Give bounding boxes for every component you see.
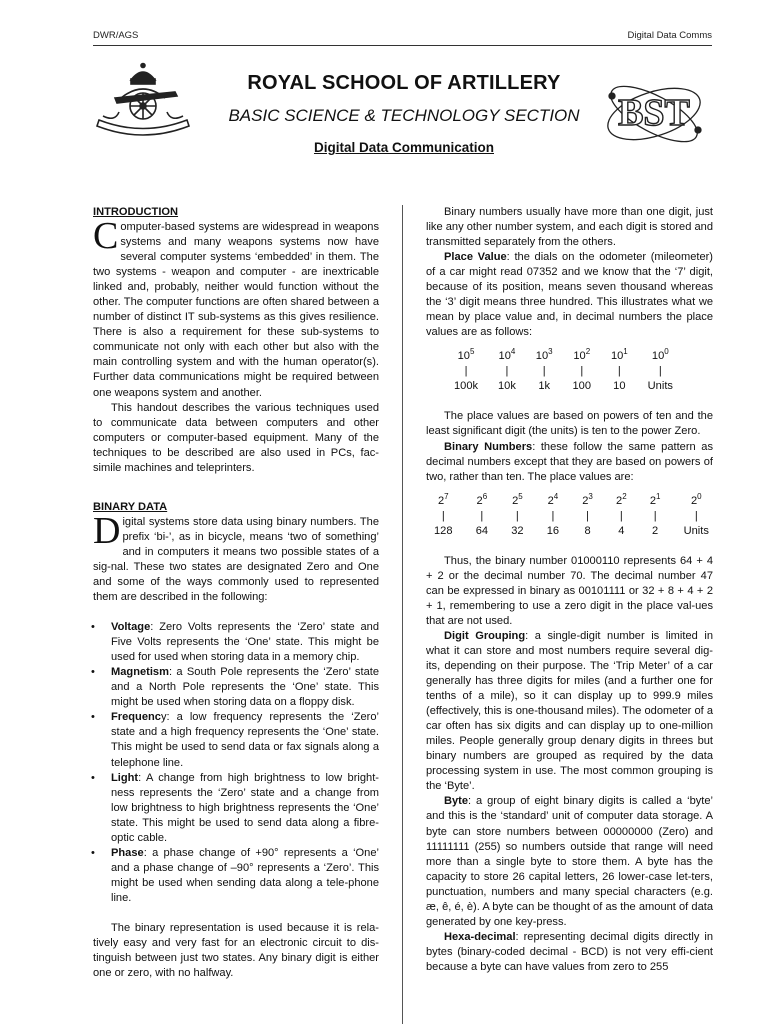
- place-value-power: $10^5$: [457, 347, 475, 363]
- place-value-cell: [536, 349, 553, 394]
- place-value-bar: |: [580, 365, 584, 378]
- place-value-amount: 4: [618, 524, 625, 537]
- place-value-cell: [511, 491, 524, 539]
- place-value-power: $10^4$: [498, 347, 516, 363]
- byte-term: Byte: [444, 795, 469, 808]
- place-value-cell: [454, 349, 478, 394]
- place-value-cell: [546, 491, 560, 539]
- digit-grouping-text: : a single-digit number is limited in what it can store and most numbers require several dig-its, depending on their purpose. The ‘Trip Meter’ of a car generally has three digits for miles (and a further one for tenths of a mile), so it can display up to 999.9 miles (effectively, this is one-thousand miles). The odometer of a car often has six digits and can display up to one-million miles. People generally group denary digits in threes but binary numbers are grouped as required by the data processing system in use. The most common grouping is the ‘Byte’.: [426, 629, 713, 793]
- digit-grouping-term: Digit Grouping: [444, 629, 526, 642]
- place-value-amount: 16: [546, 524, 560, 537]
- place-value-cell: [475, 491, 489, 539]
- introduction-paragraph-2: This handout describes the various techniques used to communicate data between computers and other computers or computer-based equipment. Many of the techniques to be described are also used in PCs, fac-simile machines and teleprinters.: [93, 401, 379, 474]
- place-value-cell: [582, 491, 593, 539]
- place-value-bar: |: [515, 509, 519, 522]
- list-item-text: : a South Pole represents the ‘Zero’ state and a North Pole represents the ‘One’ state. This might be used when storing data on a floppy disk.: [111, 666, 379, 709]
- hexadecimal-paragraph: [426, 930, 713, 975]
- left-column: [93, 205, 379, 981]
- place-value-amount: 128: [434, 524, 453, 537]
- place-value-amount: 10k: [497, 380, 516, 393]
- column-divider: [402, 205, 403, 1024]
- binary-data-drop-cap: D: [93, 509, 121, 552]
- place-value-cell: [649, 491, 661, 539]
- place-value-power: $10^2$: [573, 347, 591, 363]
- binary-place-value-table: [426, 491, 713, 539]
- place-value-power: $10^3$: [535, 347, 553, 363]
- place-value-amount: 100k: [454, 380, 479, 393]
- binary-data-paragraph-1-text: igital systems store data using binary numbers. The prefix ‘bi-’, as in bicycle, means ‘two of something’ and in computers it means two possible states of a sig-nal. These two states are designated Zero and One and some of the ways commonly used to represented them are described in the following:: [93, 515, 379, 604]
- place-value-bar: |: [480, 509, 484, 522]
- list-item: • Phase: a phase change of +90° represents a ‘One’ and a phase change of –90° represents a ‘Zero’. This might be used when sending data along a tele-phone line.: [91, 846, 379, 904]
- place-value-bar: |: [441, 509, 445, 522]
- place-value-paragraph: [426, 250, 713, 340]
- right-paragraph-1: Binary numbers usually have more than one digit, just like any other number system, and each digit is stored and transmitted separately from the others.: [426, 206, 713, 249]
- place-value-power: $2^1$: [649, 491, 661, 507]
- list-item-term: Frequenc: [111, 711, 161, 724]
- place-value-bar: |: [658, 365, 662, 378]
- section-title: BASIC SCIENCE & TECHNOLOGY SECTION: [228, 106, 580, 125]
- place-value-amount: 64: [475, 524, 489, 537]
- place-value-amount: 32: [511, 524, 524, 537]
- list-item: • Light: A change from high brightness to low bright-ness represents the ‘Zero’ state and a change from low brightness to high brightness represents the ‘One’ state. This might be used to send data along a fibre-optic cable.: [91, 771, 379, 844]
- binary-data-paragraph-2: The binary representation is used because it is rela-tively easy and very fast for an electronic circuit to dis-tinguish between just two states. Any binary digit is either one or zero, with no halfway.: [93, 921, 379, 980]
- binary-data-paragraph-1: [93, 509, 379, 605]
- place-value-power: $2^5$: [512, 491, 523, 507]
- right-paragraph-2: The place values are based on powers of ten and the least significant digit (the units) is ten to the power Zero.: [426, 410, 713, 438]
- place-value-bar: |: [694, 509, 698, 522]
- place-value-cell: [616, 491, 627, 539]
- place-value-power: $2^4$: [547, 491, 559, 507]
- bst-logo-text: BST: [618, 92, 690, 134]
- list-item-term: Voltage: [111, 621, 151, 634]
- introduction-heading: INTRODUCTION: [93, 206, 179, 218]
- header-rule: [93, 45, 712, 46]
- list-item: • Voltage: Zero Volts represents the ‘Zero’ state and Five Volts represents the ‘One’ state. This might be used for used when storing data in a memory chip.: [91, 621, 379, 664]
- place-value-amount: 2: [652, 524, 659, 537]
- binary-data-heading: BINARY DATA: [93, 500, 168, 513]
- place-value-bar: |: [505, 365, 509, 378]
- header-left: DWR/AGS: [93, 30, 139, 41]
- school-title: ROYAL SCHOOL OF ARTILLERY: [247, 72, 561, 94]
- place-value-power: $2^3$: [582, 491, 593, 507]
- list-item-term: Phase: [111, 846, 144, 859]
- document-title-text: Digital Data Communication: [313, 140, 494, 155]
- binary-numbers-text: : these follow the same pattern as decimal numbers except that they are based on powers of two, rather than ten. The place values are:: [426, 440, 713, 483]
- list-item: • Frequency: a low frequency represents the ‘Zero’ state and a high frequency represents the ‘One’ state. This might be used to send data or fax signals along a telephone line.: [91, 711, 379, 769]
- place-value-cell: [611, 349, 628, 394]
- place-value-power: $10^0$: [651, 347, 669, 363]
- byte-paragraph: [426, 794, 713, 929]
- place-value-bar: |: [464, 365, 468, 378]
- place-value-bar: |: [551, 509, 555, 522]
- list-item: • Magnetism: a South Pole represents the ‘Zero’ state and a North Pole represents the ‘One’ state. This might be used when storing data on a floppy disk.: [91, 666, 379, 709]
- list-item-term: Light: [111, 771, 139, 784]
- bst-logo-icon: [596, 72, 714, 154]
- place-value-amount: 10: [613, 380, 626, 393]
- digit-grouping-paragraph: [426, 629, 713, 795]
- place-value-term: Place Value: [444, 251, 507, 264]
- introduction-paragraph-1: [93, 215, 379, 401]
- list-item-text: : A change from high brightness to low bright-ness represents the ‘Zero’ state and a change from low brightness to high brightness represents the ‘One’ state. This might be used to send data along a fibre-optic cable.: [111, 771, 379, 844]
- place-value-cell: [648, 349, 673, 394]
- place-value-cell: [498, 349, 516, 394]
- binary-numbers-paragraph: [426, 440, 713, 485]
- list-item-text: : a phase change of +90° represents a ‘One’ and a phase change of –90° represents a ‘Zero’. This might be used when sending data along a tele-phone line.: [111, 846, 379, 904]
- place-value-text: : the dials on the odometer (mileometer) of a car might read 07352 and we know that the ‘7’ digit, because of its position, means seven thousand whereas the ‘3’ digit means three hundred. This illustrates what we mean by place value and, in decimal numbers the place values are as follows:: [426, 251, 713, 339]
- decimal-place-value-table: [426, 349, 713, 394]
- introduction-drop-cap: C: [93, 215, 119, 257]
- place-value-amount: 100: [572, 380, 592, 393]
- place-value-power: $2^6$: [476, 491, 488, 507]
- place-value-bar: |: [617, 365, 621, 378]
- place-value-cell: [573, 349, 592, 394]
- list-item-term: Magnetism: [111, 666, 169, 679]
- place-value-cell: [434, 491, 453, 539]
- place-value-power: $2^7$: [437, 491, 449, 507]
- hexadecimal-text: : representing decimal digits directly in bytes (binary-coded decimal - BCD) is not very effi-cient because a byte can have values from zero to 255: [426, 930, 713, 973]
- place-value-bar: |: [653, 509, 657, 522]
- byte-text: : a group of eight binary digits is called a ‘byte’ and this is the ‘standard’ unit of computer data storage. A byte can store numbers between 00000000 (Zero) and 11111111 (255) so numbers outside that range will need more than a single byte to store them. A byte has the capacity to store 26 capital letters, 26 lower-case let-ters, punctuation, numbers and many special characters (e.g. æ, ê, é, è). A byte can be thought of as the amount of data generated by one key-press.: [426, 795, 713, 928]
- place-value-power: $2^2$: [616, 491, 627, 507]
- place-value-amount: 8: [584, 524, 591, 537]
- place-value-amount: Units: [647, 380, 673, 393]
- place-value-bar: |: [542, 365, 546, 378]
- signal-state-list: [93, 620, 379, 906]
- right-paragraph-3: Thus, the binary number 01000110 represents 64 + 4 + 2 or the decimal number 70. The decimal number 47 can be expressed in binary as 00101111 or 32 + 8 + 4 + 2 + 1, remembering to use a zero digit in the place val-ues that are not used.: [426, 554, 713, 627]
- hexadecimal-term: Hexa-decimal: [444, 930, 516, 943]
- place-value-power: $2^0$: [690, 491, 702, 507]
- place-value-power: $10^1$: [610, 347, 628, 363]
- place-value-amount: Units: [683, 524, 709, 537]
- header-right: Digital Data Comms: [627, 30, 712, 41]
- place-value-amount: 1k: [538, 380, 551, 393]
- list-item-text: : Zero Volts represents the ‘Zero’ state and Five Volts represents the ‘One’ state. This might be used for used when storing data in a memory chip.: [111, 621, 379, 664]
- binary-numbers-term: Binary Numbers: [444, 440, 533, 453]
- introduction-paragraph-1-text: omputer-based systems are widespread in weapons systems and many weapons systems now have several computer systems ‘embedded’ in them. The two systems - weapon and computer - are inextricable linked and, probably, neither would function without the other. The computer functions are often shared between a number of distinct IT sub-systems as this gives resilience. There is also a requirement for these sub-systems to communicate not only with each other but also with the main controlling system and with the human operator(s). Further data communications might be required between one weapons system and another.: [93, 221, 379, 399]
- place-value-bar: |: [619, 509, 623, 522]
- right-column: [426, 205, 713, 975]
- place-value-bar: |: [586, 509, 589, 522]
- place-value-cell: [683, 491, 709, 539]
- list-item-text: y: a low frequency represents the ‘Zero’ state and a high frequency represents the ‘One’ state. This might be used to send data or fax signals along a telephone line.: [111, 711, 379, 769]
